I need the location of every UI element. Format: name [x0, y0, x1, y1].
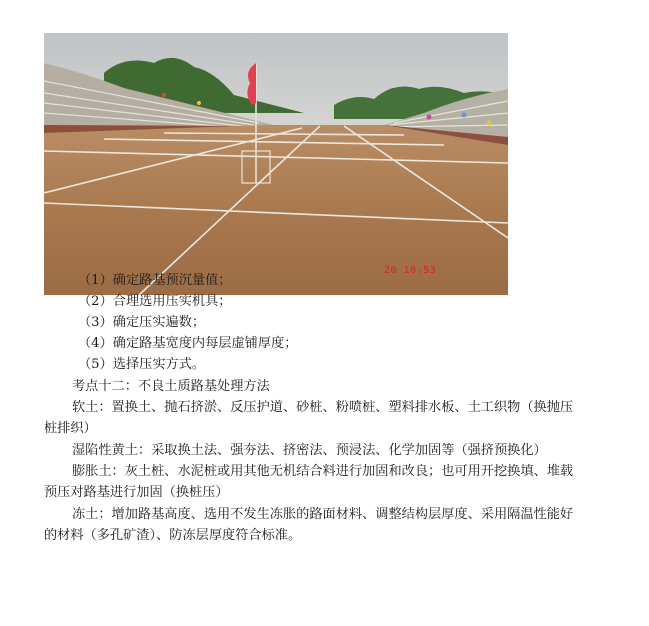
collapsible-loess: 湿陷性黄土：采取换土法、强夯法、挤密法、预浸法、化学加固等（强挤预换化） — [72, 443, 547, 458]
roadbed-scene — [44, 33, 508, 295]
step-3: （3）确定压实遍数； — [78, 315, 206, 330]
step-1: （1）确定路基预沉量值； — [78, 273, 232, 288]
expansive-soil-line-2: 预压对路基进行加固（换桩压） — [44, 485, 229, 500]
soft-soil-line-1: 软土：置换土、抛石挤淤、反压护道、砂桩、粉喷桩、塑料排水板、土工织物（换抛压 — [72, 400, 574, 415]
frozen-soil-line-2: 的材料（多孔矿渣）、防冻层厚度符合标准。 — [44, 528, 302, 543]
section-title: 考点十二：不良土质路基处理方法 — [72, 379, 270, 394]
expansive-soil-line-1: 膨胀土：灰土桩、水泥桩或用其他无机结合料进行加固和改良；也可用开挖换填、堆载 — [72, 464, 574, 479]
frozen-soil-line-1: 冻土：增加路基高度、选用不发生冻胀的路面材料、调整结构层厚度、采用隔温性能好 — [72, 507, 574, 522]
step-4: （4）确定路基宽度内每层虚铺厚度； — [78, 336, 298, 351]
step-2: （2）合理选用压实机具； — [78, 294, 232, 309]
roadbed-photo — [44, 33, 508, 295]
soft-soil-line-2: 桩排织） — [44, 421, 97, 436]
photo-timestamp: 20 10:53 — [384, 265, 437, 276]
step-5: （5）选择压实方式。 — [78, 357, 206, 372]
